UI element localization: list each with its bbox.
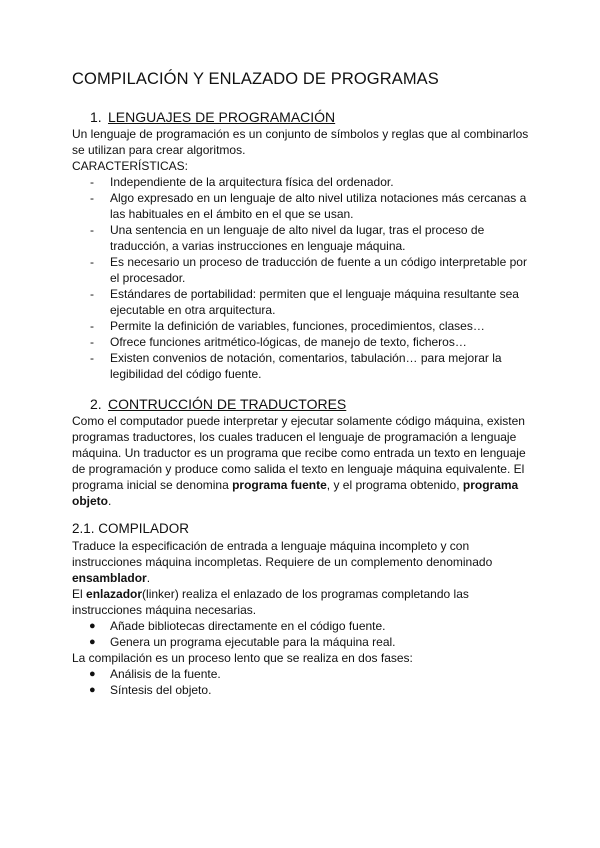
section-title: LENGUAJES DE PROGRAMACIÓN (108, 109, 336, 125)
linker-list (72, 618, 532, 650)
list-item: - Existen convenios de notación, comentarios, tabulación… para mejorar la legibilidad del código fuente. (90, 351, 502, 381)
list-item: ● Análisis de la fuente. (89, 667, 221, 681)
document-page (72, 70, 532, 698)
dot-bullet: ● (89, 636, 96, 648)
section-1-heading (72, 109, 532, 125)
list-item: ● Síntesis del objeto. (89, 683, 212, 697)
dot-bullet: ● (89, 668, 96, 680)
section-2-heading (72, 396, 532, 412)
characteristics-label: CARACTERÍSTICAS: (72, 159, 189, 173)
dash-bullet: - (90, 335, 94, 349)
list-item: ● Genera un programa ejecutable para la máquina real. (89, 635, 396, 649)
bold-term: enlazador (86, 587, 143, 601)
section-number: 2. (90, 396, 102, 412)
dash-bullet: - (90, 223, 94, 237)
compilation-paragraph: La compilación es un proceso lento que se realiza en dos fases: (72, 651, 413, 665)
subsection-2-1-heading: 2.1. COMPILADOR (72, 521, 190, 536)
section-1-intro: Un lenguaje de programación es un conjunto de símbolos y reglas que al combinarlos se utilizan para crear algoritmos. (72, 127, 529, 157)
list-item: - Algo expresado en un lenguaje de alto nivel utiliza notaciones más cercanas a las habituales en el ámbito en el que se usan. (90, 191, 527, 221)
dash-bullet: - (90, 351, 94, 365)
list-item: ● Añade bibliotecas directamente en el código fuente. (89, 619, 386, 633)
section-title: CONTRUCCIÓN DE TRADUCTORES (108, 396, 347, 412)
compiler-paragraph: Traduce la especificación de entrada a lenguaje máquina incompleto y con instrucciones máquina incompletas. Requiere de un complemento denominado ensamblador. (72, 539, 493, 585)
bold-term: programa fuente (232, 478, 327, 492)
linker-paragraph: El enlazador(linker) realiza el enlazado de los programas completando las instrucciones máquina necesarias. (72, 587, 469, 617)
bold-term: programa objeto (72, 478, 519, 508)
section-2-paragraph: Como el computador puede interpretar y ejecutar solamente código máquina, existen programas traductores, los cuales traducen el lenguaje de programación a lenguaje máquina. Un traductor es un programa que recibe como entrada un texto en lenguaje de programación y produce como salida el texto en lenguaje máquina equivalente. El programa inicial se denomina programa fuente, y el programa obtenido, programa objeto. (72, 414, 526, 508)
dash-bullet: - (90, 287, 94, 301)
list-item: - Ofrece funciones aritmético-lógicas, de manejo de texto, ficheros… (90, 335, 467, 349)
phases-list (72, 666, 532, 698)
dash-bullet: - (90, 191, 94, 205)
characteristics-list (72, 174, 532, 382)
list-item: - Independiente de la arquitectura física del ordenador. (90, 175, 394, 189)
list-item: - Permite la definición de variables, funciones, procedimientos, clases… (90, 319, 485, 333)
section-number: 1. (90, 109, 102, 125)
document-title: COMPILACIÓN Y ENLAZADO DE PROGRAMAS (72, 70, 439, 88)
dash-bullet: - (90, 175, 94, 189)
dash-bullet: - (90, 255, 94, 269)
bold-term: ensamblador (72, 571, 147, 585)
list-item: - Una sentencia en un lenguaje de alto nivel da lugar, tras el proceso de traducción, a varias instrucciones en lenguaje máquina. (90, 223, 485, 253)
list-item: - Es necesario un proceso de traducción de fuente a un código interpretable por el procesador. (90, 255, 527, 285)
dot-bullet: ● (89, 620, 96, 632)
list-item: - Estándares de portabilidad: permiten que el lenguaje máquina resultante sea ejecutable en otra arquitectura. (90, 287, 519, 317)
dot-bullet: ● (89, 684, 96, 696)
dash-bullet: - (90, 319, 94, 333)
